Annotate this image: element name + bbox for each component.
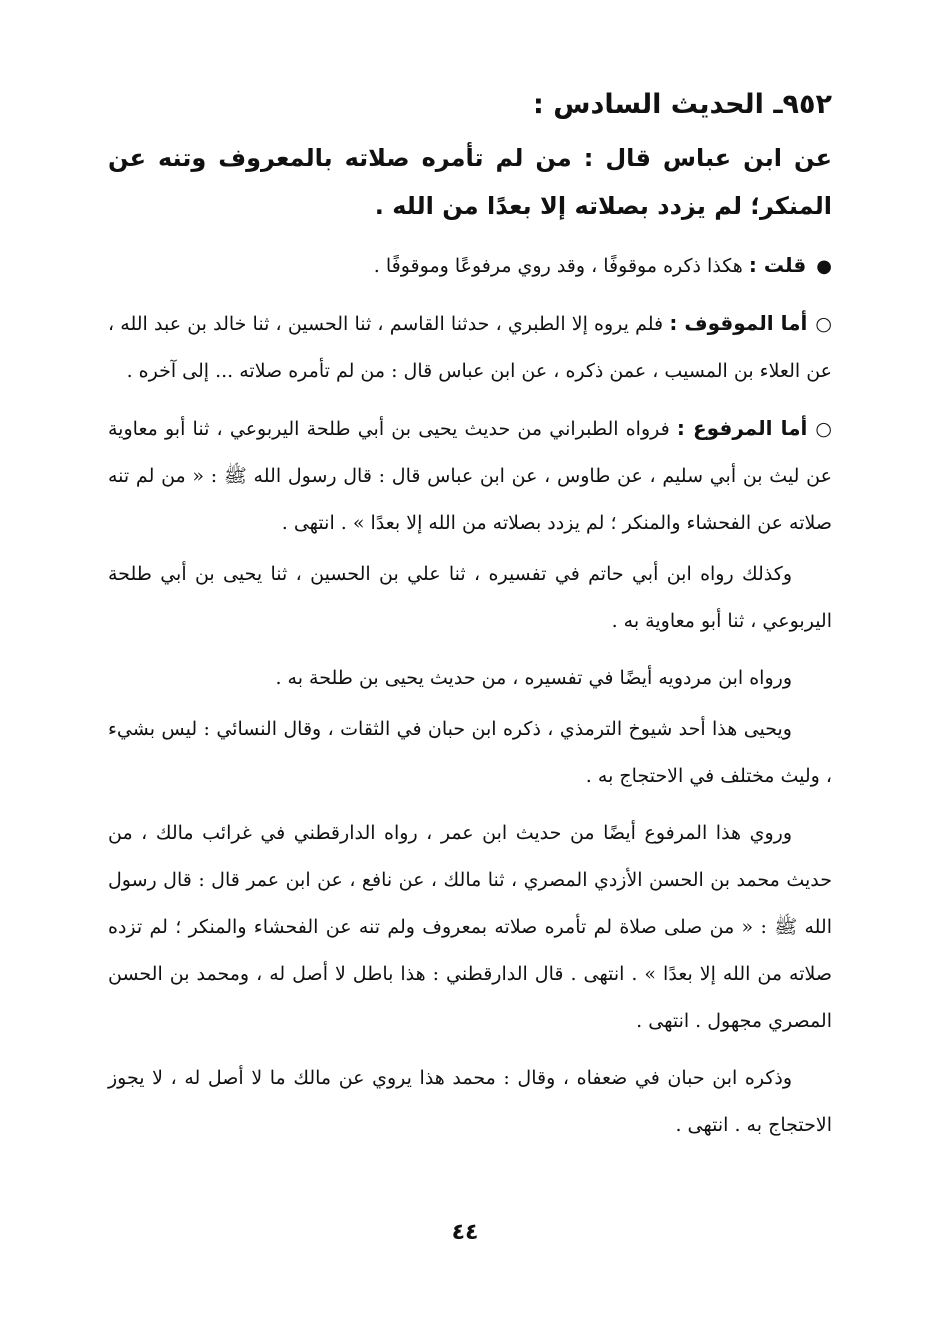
mawquf-label: أما الموقوف : xyxy=(669,311,808,335)
mawquf-paragraph xyxy=(108,300,832,395)
note-text: هكذا ذكره موقوفًا ، وقد روي مرفوعًا وموقوفًا . xyxy=(373,255,743,277)
paragraph-ibn-mardawayh: ورواه ابن مردويه أيضًا في تفسيره ، من حديث يحيى بن طلحة به . xyxy=(275,667,792,689)
note-label: قلت : xyxy=(748,253,807,277)
marfu-label: أما المرفوع : xyxy=(676,416,808,440)
paragraph-ibn-hibban: وذكره ابن حبان في ضعفاه ، وقال : محمد هذا يروي عن مالك ما لا أصل له ، لا يجوز الاحتجاج به . انتهى . xyxy=(108,1067,832,1136)
circle-icon: ○ xyxy=(815,418,832,440)
marfu-text: فرواه الطبراني من حديث يحيى بن أبي طلحة اليربوعي ، ثنا أبو معاوية عن ليث بن أبي سليم ، عن طاوس ، عن ابن عباس قال : قال رسول الله ﷺ : « من لم تنه صلاته عن الفحشاء والمنكر ؛ لم يزدد بصلاته من الله إلا بعدًا » . انتهى . xyxy=(108,418,832,534)
hadith-text: عن ابن عباس قال : من لم تأمره صلاته بالمعروف وتنه عن المنكر؛ لم يزدد بصلاته إلا بعدًا من الله . xyxy=(108,144,832,220)
mawquf-text: فلم يروه إلا الطبري ، حدثنا القاسم ، ثنا الحسين ، ثنا خالد بن عبد الله ، عن العلاء بن المسيب ، عمن ذكره ، عن ابن عباس قال : من لم تأمره صلاته ... إلى آخره . xyxy=(108,313,832,382)
paragraph-yahya: ويحيى هذا أحد شيوخ الترمذي ، ذكره ابن حبان في الثقات ، وقال النسائي : ليس بشيء ، وليث مختلف في الاحتجاج به . xyxy=(108,718,832,787)
marfu-paragraph xyxy=(108,405,832,547)
circle-icon: ○ xyxy=(815,313,832,335)
page-number: ٤٤ xyxy=(451,1220,479,1245)
paragraph-ibn-abi-hatim: وكذلك رواه ابن أبي حاتم في تفسيره ، ثنا علي بن الحسين ، ثنا يحيى بن أبي طلحة اليربوعي ، ثنا أبو معاوية به . xyxy=(108,563,832,632)
paragraph-ibn-umar: وروي هذا المرفوع أيضًا من حديث ابن عمر ، رواه الدارقطني في غرائب مالك ، من حديث محمد بن الحسن الأزدي المصري ، ثنا مالك ، عن نافع ، عن ابن عمر قال : قال رسول الله ﷺ : « من صلى صلاة لم تأمره صلاته بمعروف ولم تنه عن الفحشاء والمنكر ؛ لم تزده صلاته من الله إلا بعدًا » . انتهى . قال الدارقطني : هذا باطل لا أصل له ، ومحمد بن الحسن المصري مجهول . انتهى . xyxy=(108,822,832,1032)
text-block xyxy=(108,82,832,1153)
section-heading: ٩٥٢ـ الحديث السادس : xyxy=(533,89,832,120)
note-paragraph xyxy=(108,242,832,290)
bullet-icon: ● xyxy=(816,256,832,277)
